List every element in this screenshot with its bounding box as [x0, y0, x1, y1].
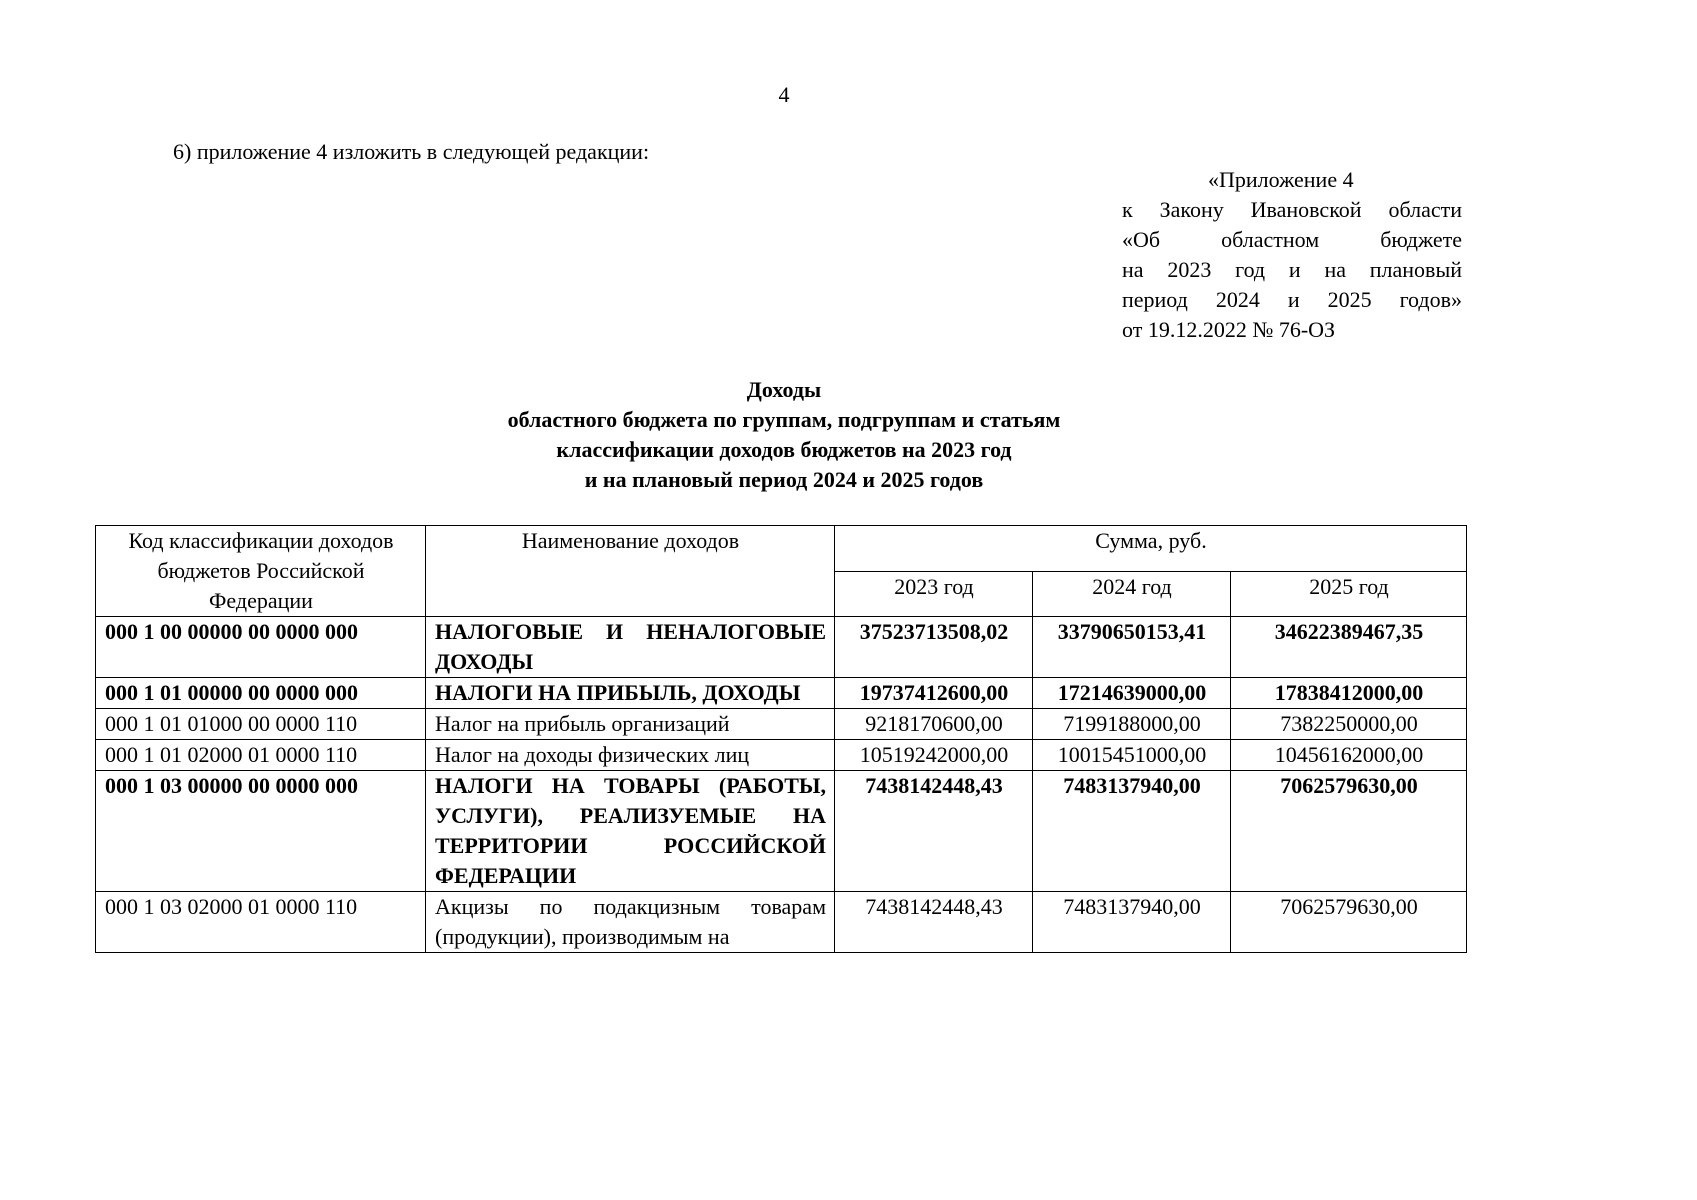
header-sum: Сумма, руб. [835, 526, 1467, 572]
table-row [96, 709, 1467, 740]
appendix-line: от 19.12.2022 № 76-ОЗ [1122, 317, 1336, 342]
row-value-2025: 7062579630,00 [1231, 892, 1467, 953]
row-value-2024: 7483137940,00 [1033, 892, 1231, 953]
row-value-2025: 7382250000,00 [1231, 709, 1467, 740]
row-value-2023: 37523713508,02 [835, 617, 1033, 678]
income-table [95, 525, 1467, 953]
header-year-2023: 2023 год [835, 571, 1033, 617]
row-value-2024: 33790650153,41 [1033, 617, 1231, 678]
header-year-2025: 2025 год [1231, 571, 1467, 617]
table-row [96, 892, 1467, 953]
row-code: 000 1 00 00000 00 0000 000 [96, 617, 426, 678]
table-row [96, 771, 1467, 892]
row-code: 000 1 01 01000 00 0000 110 [96, 709, 426, 740]
row-name: НАЛОГОВЫЕ И НЕНАЛОГОВЫЕ ДОХОДЫ [426, 617, 835, 678]
title-line: областного бюджета по группам, подгруппам и статьям [507, 407, 1061, 432]
table-header-row [96, 526, 1467, 572]
row-value-2023: 7438142448,43 [835, 892, 1033, 953]
row-value-2024: 17214639000,00 [1033, 678, 1231, 709]
row-value-2023: 7438142448,43 [835, 771, 1033, 892]
row-value-2025: 34622389467,35 [1231, 617, 1467, 678]
row-name: Акцизы по подакцизным товарам (продукции), производимым на [426, 892, 835, 953]
row-value-2025: 7062579630,00 [1231, 771, 1467, 892]
row-name: НАЛОГИ НА ТОВАРЫ (РАБОТЫ, УСЛУГИ), РЕАЛИЗУЕМЫЕ НА ТЕРРИТОРИИ РОССИЙСКОЙ ФЕДЕРАЦИИ [426, 771, 835, 892]
appendix-line: период 2024 и 2025 годов» [1122, 287, 1462, 312]
amendment-instruction: 6) приложение 4 изложить в следующей редакции: [173, 139, 650, 164]
header-name: Наименование доходов [426, 526, 835, 617]
page-number: 4 [778, 82, 790, 107]
appendix-line: «Приложение 4 [1208, 167, 1354, 192]
header-year-2024: 2024 год [1033, 571, 1231, 617]
row-name: Налог на прибыль организаций [426, 709, 835, 740]
row-code: 000 1 03 00000 00 0000 000 [96, 771, 426, 892]
row-value-2025: 17838412000,00 [1231, 678, 1467, 709]
appendix-line: на 2023 год и на плановый [1122, 257, 1462, 282]
row-value-2023: 10519242000,00 [835, 740, 1033, 771]
row-value-2023: 9218170600,00 [835, 709, 1033, 740]
row-name: НАЛОГИ НА ПРИБЫЛЬ, ДОХОДЫ [426, 678, 835, 709]
appendix-reference [1122, 165, 1462, 345]
title-line: Доходы [746, 377, 822, 402]
row-value-2023: 19737412600,00 [835, 678, 1033, 709]
title-line: и на плановый период 2024 и 2025 годов [584, 467, 984, 492]
row-value-2024: 7199188000,00 [1033, 709, 1231, 740]
table-row [96, 617, 1467, 678]
appendix-line: «Об областном бюджете [1122, 227, 1462, 252]
row-code: 000 1 01 00000 00 0000 000 [96, 678, 426, 709]
row-name: Налог на доходы физических лиц [426, 740, 835, 771]
document-title [0, 375, 1568, 495]
header-code: Код классификации доходов бюджетов Российской Федерации [96, 526, 426, 617]
table-row [96, 678, 1467, 709]
row-code: 000 1 01 02000 01 0000 110 [96, 740, 426, 771]
title-line: классификации доходов бюджетов на 2023 год [556, 437, 1012, 462]
table-row [96, 740, 1467, 771]
row-value-2024: 7483137940,00 [1033, 771, 1231, 892]
row-value-2025: 10456162000,00 [1231, 740, 1467, 771]
appendix-line: к Закону Ивановской области [1122, 197, 1462, 222]
row-code: 000 1 03 02000 01 0000 110 [96, 892, 426, 953]
row-value-2024: 10015451000,00 [1033, 740, 1231, 771]
